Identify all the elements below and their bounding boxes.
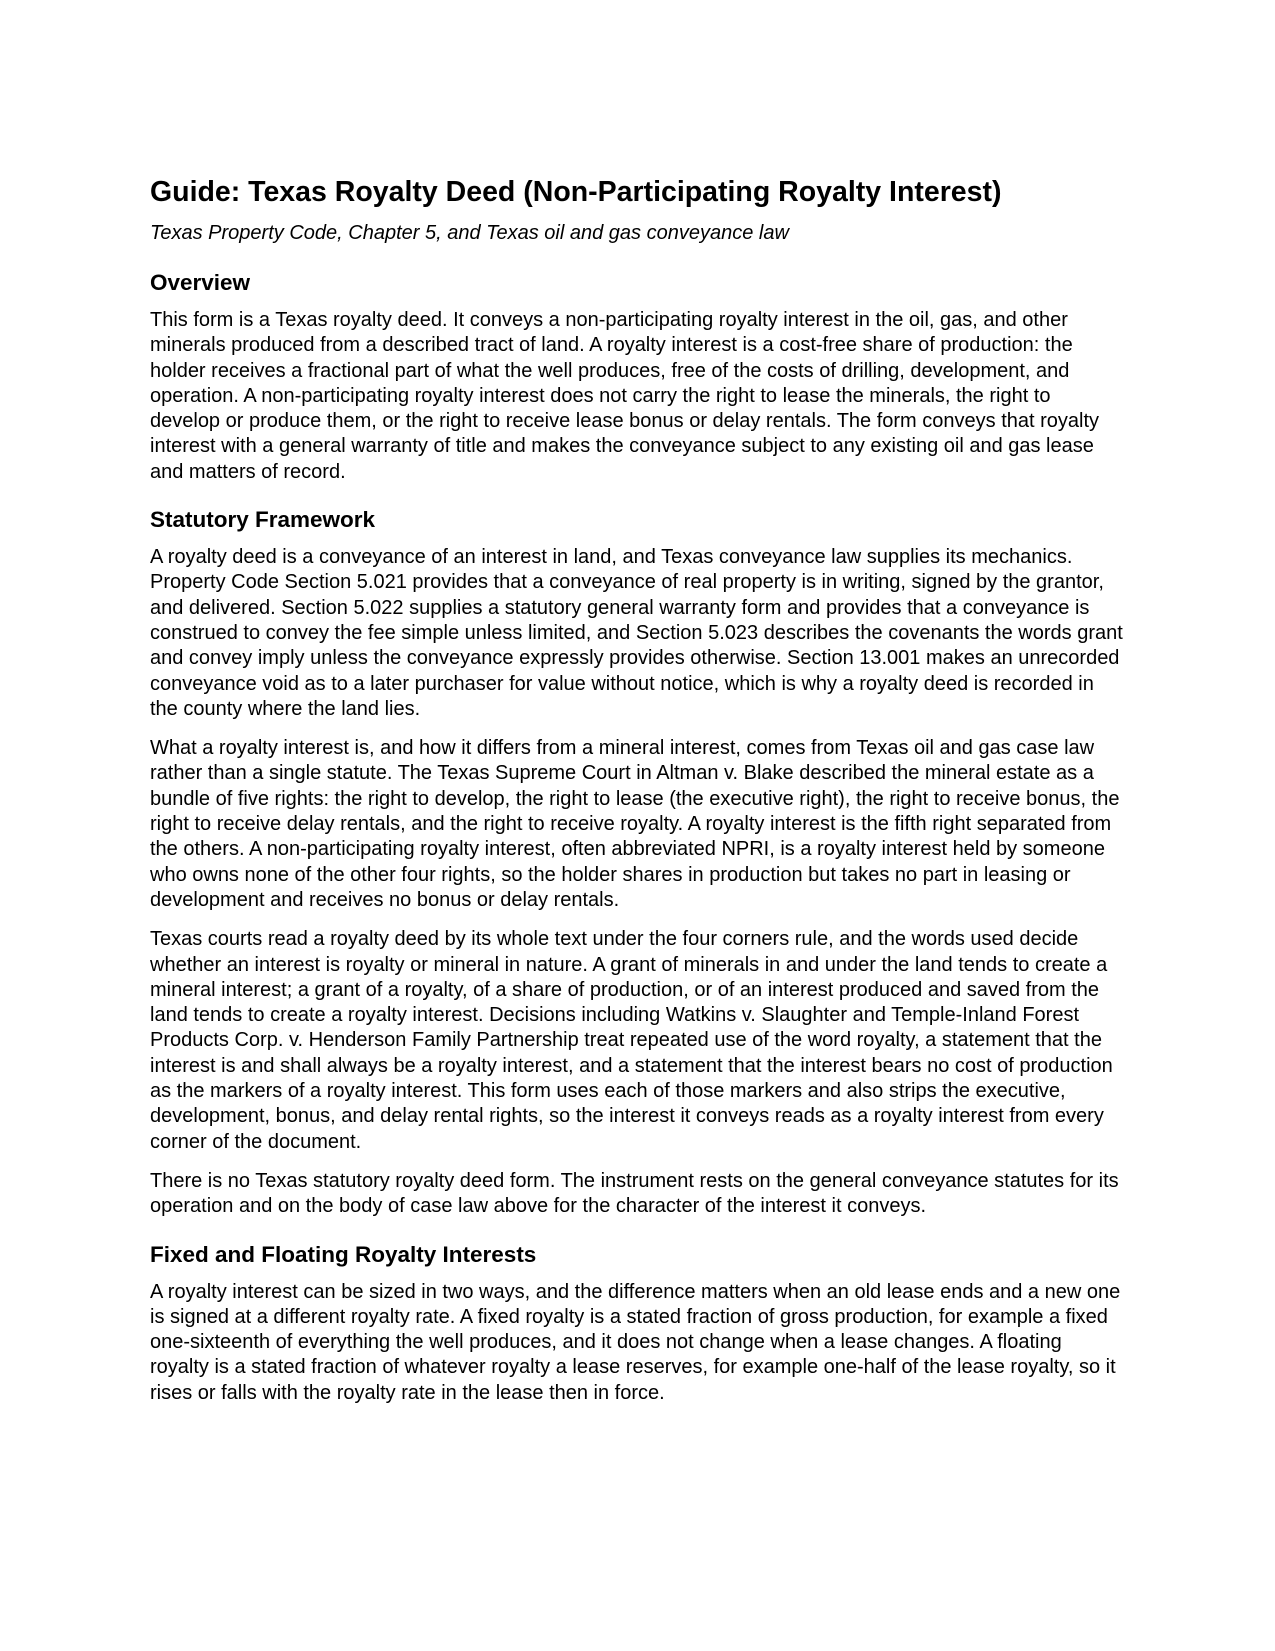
document-subtitle: Texas Property Code, Chapter 5, and Texas oil and gas conveyance law: [150, 222, 789, 244]
document-title: Guide: Texas Royalty Deed (Non-Participating Royalty Interest): [150, 176, 1002, 208]
paragraph: A royalty interest can be sized in two ways, and the difference matters when an old lease ends and a new one is signed at a different royalty rate. A fixed royalty is a stated fraction of gross production, for example a fixed one-sixteenth of everything the well produces, and it does not change when a lease changes. A floating royalty is a stated fraction of whatever royalty a lease reserves, for example one-half of the lease royalty, so it rises or falls with the royalty rate in the lease then in force.: [150, 1280, 1121, 1404]
section-heading-statutory-framework: Statutory Framework: [150, 507, 376, 533]
section-heading-overview: Overview: [150, 270, 251, 295]
paragraph: What a royalty interest is, and how it differs from a mineral interest, comes from Texas oil and gas case law rather than a single statute. The Texas Supreme Court in Altman v. Blake described the mineral estate as a bundle of five rights: the right to develop, the right to lease (the executive right), the right to receive bonus, the right to receive delay rentals, and the right to receive royalty. A royalty interest is the fifth right separated from the others. A non-participating royalty interest, often abbreviated NPRI, is a royalty interest held by someone who owns none of the other four rights, so the holder shares in production but takes no part in leasing or development and receives no bonus or delay rentals.: [150, 737, 1120, 911]
section-heading-fixed-and-floating: Fixed and Floating Royalty Interests: [150, 1241, 537, 1267]
document-page: [150, 172, 1125, 1406]
paragraph: Texas courts read a royalty deed by its whole text under the four corners rule, and the words used decide whether an interest is royalty or mineral in nature. A grant of minerals in and under the land tends to create a mineral interest; a grant of a royalty, of a share of production, or of an interest produced and saved from the land tends to create a royalty interest. Decisions including Watkins v. Slaughter and Temple-Inland Forest Products Corp. v. Henderson Family Partnership treat repeated use of the word royalty, a statement that the interest is and shall always be a royalty interest, and a statement that the interest bears no cost of production as the markers of a royalty interest. This form uses each of those markers and also strips the executive, development, bonus, and delay rental rights, so the interest it conveys reads as a royalty interest from every corner of the document.: [150, 928, 1113, 1153]
paragraph: This form is a Texas royalty deed. It conveys a non-participating royalty interest in the oil, gas, and other minerals produced from a described tract of land. A royalty interest is a cost-free share of production: the holder receives a fractional part of what the well produces, free of the costs of drilling, development, and operation. A non-participating royalty interest does not carry the right to lease the minerals, the right to develop or produce them, or the right to receive lease bonus or delay rentals. The form conveys that royalty interest with a general warranty of title and makes the conveyance subject to any existing oil and gas lease and matters of record.: [150, 309, 1100, 483]
paragraph: There is no Texas statutory royalty deed form. The instrument rests on the general conveyance statutes for its operation and on the body of case law above for the character of the interest it conveys.: [150, 1169, 1119, 1218]
paragraph: A royalty deed is a conveyance of an interest in land, and Texas conveyance law supplies its mechanics. Property Code Section 5.021 provides that a conveyance of real property is in writing, signed by the grantor, and delivered. Section 5.022 supplies a statutory general warranty form and provides that a conveyance is construed to convey the fee simple unless limited, and Section 5.023 describes the covenants the words grant and convey imply unless the conveyance expressly provides otherwise. Section 13.001 makes an unrecorded conveyance void as to a later purchaser for value without notice, which is why a royalty deed is recorded in the county where the land lies.: [150, 546, 1123, 720]
